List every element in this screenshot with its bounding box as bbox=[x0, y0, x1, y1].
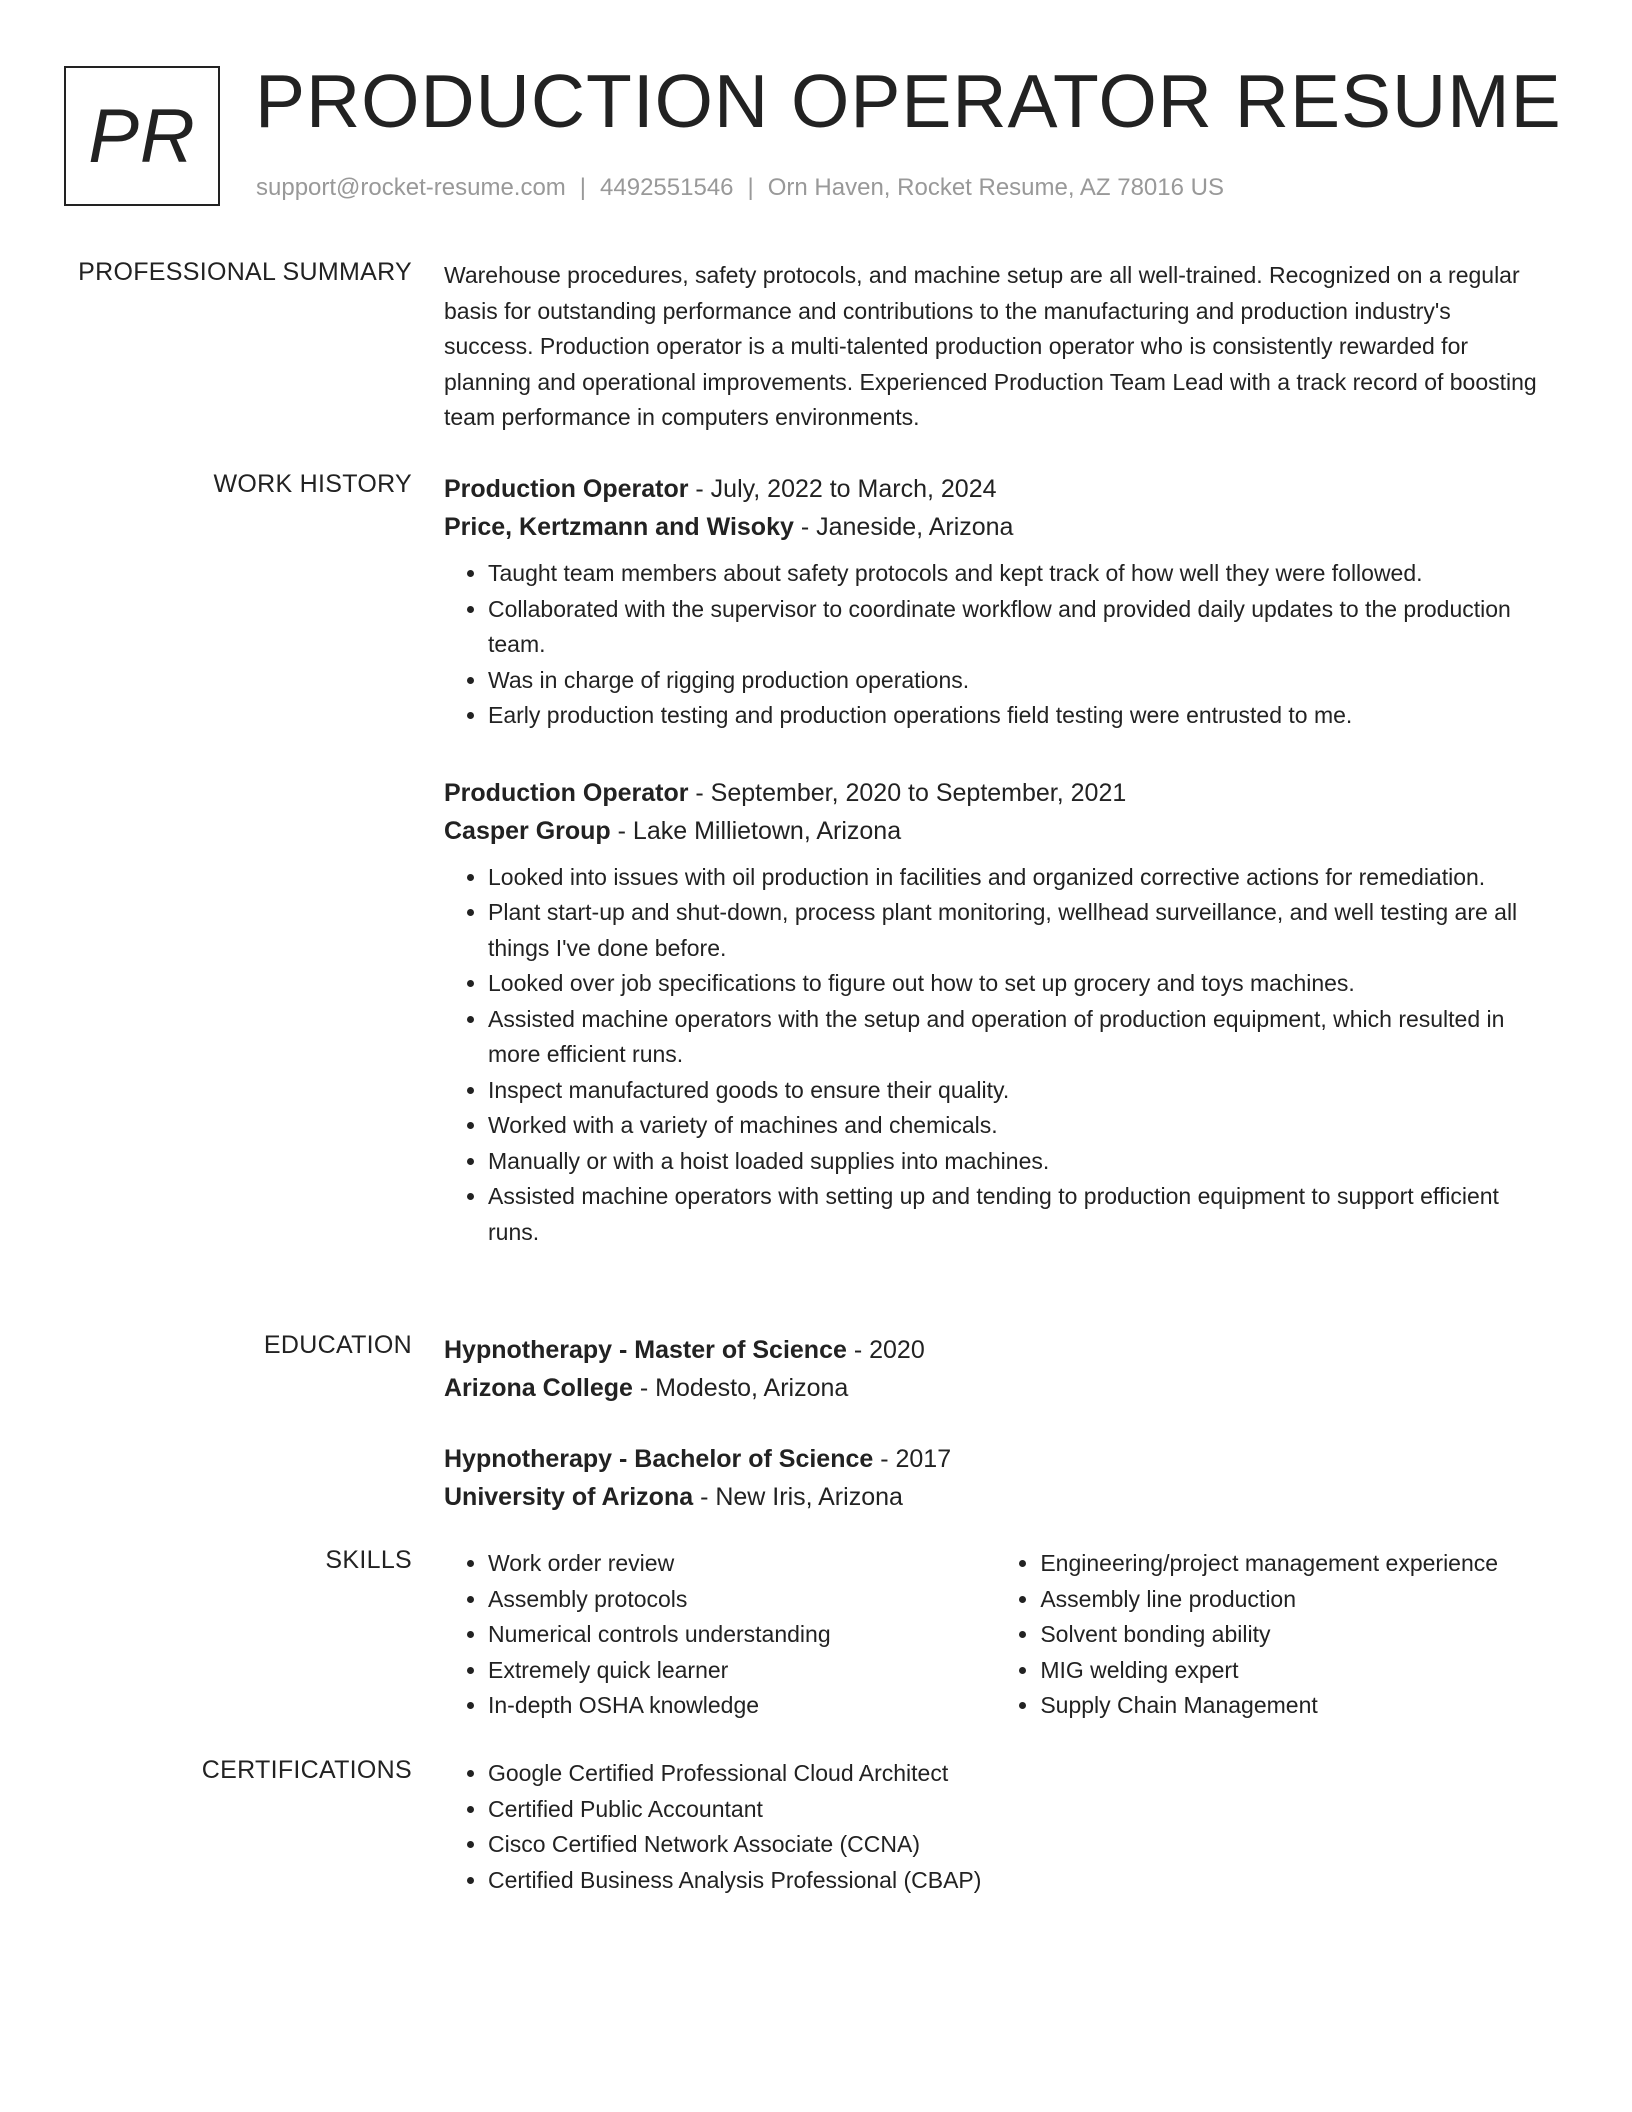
job-company-line bbox=[444, 812, 1544, 850]
work-content bbox=[444, 470, 1544, 1250]
contact-address: Orn Haven, Rocket Resume, AZ 78016 US bbox=[767, 174, 1224, 201]
skill-item: • MIG welding expert bbox=[1040, 1653, 1544, 1689]
job-bullets bbox=[444, 860, 1544, 1251]
school-location: - New Iris, Arizona bbox=[693, 1483, 903, 1511]
degree-year: - 2017 bbox=[873, 1445, 952, 1473]
monogram-box bbox=[64, 66, 220, 206]
degree-year: - 2020 bbox=[846, 1336, 925, 1364]
job-bullet: • Looked over job specifications to figure out how to set up grocery and toys machines. bbox=[488, 966, 1544, 1002]
job-location: - Janeside, Arizona bbox=[793, 513, 1014, 541]
job-bullets bbox=[444, 556, 1544, 734]
education-entry bbox=[444, 1331, 1544, 1407]
skill-item: • Work order review bbox=[488, 1546, 996, 1582]
job-bullet: • Collaborated with the supervisor to coordinate workflow and provided daily updates to the production team. bbox=[488, 592, 1544, 663]
skill-item: • Engineering/project management experience bbox=[1040, 1546, 1544, 1582]
monogram-initials: PR bbox=[88, 93, 196, 179]
job-entry bbox=[444, 470, 1544, 734]
education-content bbox=[444, 1331, 1544, 1516]
job-entry bbox=[444, 774, 1544, 1251]
skills-columns bbox=[444, 1546, 1544, 1724]
resume-title: PRODUCTION OPERATOR RESUME bbox=[255, 59, 1562, 143]
job-bullet: • Inspect manufactured goods to ensure their quality. bbox=[488, 1073, 1544, 1109]
skill-item: • In-depth OSHA knowledge bbox=[488, 1688, 996, 1724]
skills-content bbox=[444, 1546, 1544, 1724]
job-location: - Lake Millietown, Arizona bbox=[610, 816, 902, 845]
skill-item: • Assembly protocols bbox=[488, 1582, 996, 1618]
certifications-list bbox=[444, 1756, 1544, 1898]
degree-line bbox=[444, 1331, 1544, 1369]
certification-item: • Certified Public Accountant bbox=[488, 1792, 1544, 1828]
job-company-line bbox=[444, 508, 1544, 546]
certification-item: • Certified Business Analysis Professional (CBAP) bbox=[488, 1863, 1544, 1899]
school-line bbox=[444, 1369, 1544, 1407]
certification-item: • Google Certified Professional Cloud Architect bbox=[488, 1756, 1544, 1792]
section-label-education: EDUCATION bbox=[263, 1331, 412, 1359]
school-name: Arizona College bbox=[444, 1374, 633, 1402]
job-title-line bbox=[444, 470, 1544, 508]
school-line bbox=[444, 1478, 1544, 1516]
skill-item: • Supply Chain Management bbox=[1040, 1688, 1544, 1724]
job-company: Price, Kertzmann and Wisoky bbox=[444, 513, 794, 541]
contact-line bbox=[256, 174, 1224, 202]
contact-phone: 4492551546 bbox=[600, 174, 734, 201]
job-title-line bbox=[444, 774, 1544, 812]
contact-separator: | bbox=[579, 174, 587, 201]
contact-email: support@rocket-resume.com bbox=[256, 174, 566, 201]
school-location: - Modesto, Arizona bbox=[632, 1374, 849, 1402]
job-dates: - September, 2020 to September, 2021 bbox=[688, 778, 1127, 807]
job-title: Production Operator bbox=[444, 475, 689, 503]
job-bullet: • Plant start-up and shut-down, process plant monitoring, wellhead surveillance, and well testing are all things I've done before. bbox=[488, 895, 1544, 966]
certifications-content bbox=[444, 1756, 1544, 1898]
skill-item: • Solvent bonding ability bbox=[1040, 1617, 1544, 1653]
job-bullet: • Early production testing and production operations field testing were entrusted to me. bbox=[488, 698, 1544, 734]
job-company: Casper Group bbox=[444, 816, 611, 845]
job-bullet: • Manually or with a hoist loaded supplies into machines. bbox=[488, 1144, 1544, 1180]
section-label-work: WORK HISTORY bbox=[213, 470, 412, 498]
job-title: Production Operator bbox=[444, 778, 689, 807]
certification-item: • Cisco Certified Network Associate (CCNA) bbox=[488, 1827, 1544, 1863]
education-entry bbox=[444, 1440, 1544, 1516]
skills-list-right bbox=[996, 1546, 1544, 1724]
summary-content bbox=[444, 258, 1544, 436]
section-label-summary: PROFESSIONAL SUMMARY bbox=[78, 258, 412, 286]
skill-item: • Numerical controls understanding bbox=[488, 1617, 996, 1653]
job-bullet: • Was in charge of rigging production operations. bbox=[488, 663, 1544, 699]
degree-line bbox=[444, 1440, 1544, 1478]
job-dates: - July, 2022 to March, 2024 bbox=[688, 475, 997, 503]
skills-list-left bbox=[444, 1546, 996, 1724]
section-label-skills: SKILLS bbox=[325, 1546, 412, 1574]
school-name: University of Arizona bbox=[444, 1483, 694, 1511]
contact-separator: | bbox=[747, 174, 754, 201]
job-bullet: • Assisted machine operators with setting up and tending to production equipment to support efficient runs. bbox=[488, 1179, 1544, 1250]
degree-name: Hypnotherapy - Master of Science bbox=[444, 1336, 847, 1364]
skill-item: • Extremely quick learner bbox=[488, 1653, 996, 1689]
job-bullet: • Taught team members about safety protocols and kept track of how well they were followed. bbox=[488, 556, 1544, 592]
job-bullet: • Assisted machine operators with the setup and operation of production equipment, which resulted in more efficient runs. bbox=[488, 1002, 1544, 1073]
summary-text: Warehouse procedures, safety protocols, and machine setup are all well-trained. Recognized on a regular basis for outstanding performance and contributions to the manufacturing and production industry's success. Production operator is a multi-talented production operator who is consistently rewarded for planning and operational improvements. Experienced Production Team Lead with a track record of boosting team performance in computers environments. bbox=[444, 262, 1537, 430]
skill-item: • Assembly line production bbox=[1040, 1582, 1544, 1618]
degree-name: Hypnotherapy - Bachelor of Science bbox=[444, 1445, 874, 1473]
job-bullet: • Looked into issues with oil production in facilities and organized corrective actions for remediation. bbox=[488, 860, 1544, 896]
section-label-certifications: CERTIFICATIONS bbox=[201, 1756, 412, 1784]
job-bullet: • Worked with a variety of machines and chemicals. bbox=[488, 1108, 1544, 1144]
